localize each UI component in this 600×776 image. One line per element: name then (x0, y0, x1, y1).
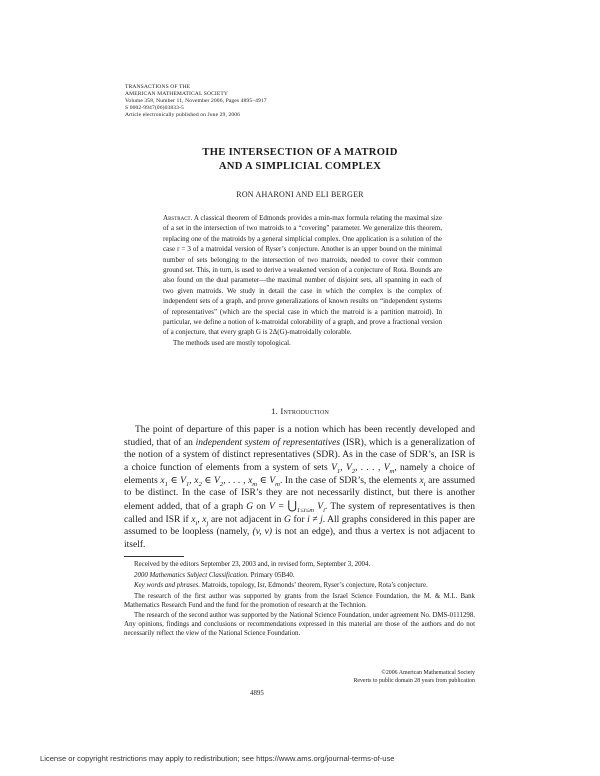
intro-text: on (253, 501, 270, 512)
footnote-divider (124, 556, 184, 557)
footnotes (124, 560, 475, 640)
intro-text: . All graphs considered in this paper are assumed to be loopless (namely, (124, 514, 475, 538)
math-ineq: i ≠ j (307, 514, 323, 525)
journal-name-line2: AMERICAN MATHEMATICAL SOCIETY (125, 91, 229, 97)
keywords-value: Matroids, topology, Isr, Edmonds’ theorem, Ryser’s conjecture, Rota’s conjecture. (201, 582, 428, 589)
intro-paragraph (124, 424, 475, 552)
math-xixj: $x_i$, $x_j$ (191, 514, 209, 527)
math-union: $V = ⋃_{1\le i\le m}$ $V_i$ (269, 499, 325, 514)
msc-note (124, 571, 475, 580)
abstract (163, 213, 442, 348)
journal-header (125, 84, 465, 119)
intro-text: . In the case of SDR’s, the elements (279, 475, 420, 486)
copyright-line2: Reverts to public domain 28 years from publication (353, 677, 475, 684)
copyright-notice (250, 670, 475, 685)
keywords-note (124, 581, 475, 590)
abstract-label: Abstract. (163, 214, 193, 222)
paper-title (100, 146, 500, 174)
received-note: Received by the editors September 23, 2003 and, in revised form, September 3, 2004. (134, 561, 371, 568)
intro-text: are assumed to be distinct. In the case of ISR’s they are not necessarily distinct, but there is another element added, that of a graph (124, 475, 476, 512)
funding-note-1: The research of the first author was supported by grants from the Israel Science Foundation, the M. & M.L. Bank Mathematics Research Fund and the fund for the promotion of research at the Technion. (124, 592, 475, 609)
copyright-line1: ©2006 American Mathematical Society (381, 670, 475, 676)
math-g: G (284, 514, 291, 525)
funding-note-2: The research of the second author was supported by the National Science Foundation, under agreement No. DMS-0111298. Any opinions, findings and conclusions or recommendations expressed in this material are those of the authors and do not necessarily reflect the view of the National Science Foundation. (124, 612, 475, 637)
section-heading (100, 406, 500, 416)
msc-value: Primary 05B40. (250, 571, 295, 579)
volume-info: Volume 358, Number 11, November 2006, Pages 4895–4917 (125, 98, 267, 104)
section-title: Introduction (280, 406, 330, 416)
intro-text: . The system of representatives is then called and ISR if (124, 501, 475, 525)
intro-text: for (290, 514, 308, 525)
authors: RON AHARONI AND ELI BERGER (236, 190, 364, 199)
intro-term: independent system of representatives (195, 437, 341, 448)
intro-text: (ISR), which is a generalization of the notion of a system of distinct representatives (SDR). As in the case of SDR’s, an ISR is a choice function of elements from a system of sets (124, 437, 475, 473)
math-loop: (v, v) (252, 527, 273, 538)
title-line1: THE INTERSECTION OF A MATROID (202, 147, 398, 158)
intro-text: are not adjacent in (208, 514, 284, 525)
intro-text: is not an edge), and thus a vertex is not adjacent to itself. (124, 527, 475, 550)
abstract-methods: The methods used are mostly topological. (173, 338, 291, 347)
intro-text: The point of departure of this paper is a notion which has been recently developed and studied, that of an (124, 425, 475, 448)
abstract-text: A classical theorem of Edmonds provides a min-max formula relating the maximal size of a set in the intersection of two matroids to a “covering” parameter. We generalize this theorem, replacing one of the matroids by a general simplicial complex. One application is a solution of the case r = 3 of a matroidal version of Ryser’s conjecture. Another is an upper bound on the minimal number of sets belonging to the intersection of two matroids, needed to cover their common ground set. This, in turn, is used to derive a weakened version of a conjecture of Rota. Bounds are also found on the dual parameter—the maximal number of disjoint sets, all spanning in each of two given matroids. We study in detail the case in which the complex is the complex of independent sets of a graph, and prove generalizations of known results on “independent systems of representatives” (which are the special case in which the matroid is a partition matroid). In particular, we define a notion of k-matroidal colorability of a graph, and prove a fractional version of a conjecture, that every graph G is 2Δ(G)-matroidally colorable. (163, 214, 443, 337)
math-set-system: $V_1$, $V_2$, . . . , $V_m$ (331, 462, 395, 475)
intro-text: , namely a choice of elements (124, 462, 475, 486)
math-xi: $x_i$ (419, 475, 426, 488)
math-g: G (246, 501, 254, 512)
section-number: 1. (270, 406, 278, 416)
keywords-label: Key words and phrases. (134, 582, 200, 589)
license-notice[interactable]: License or copyright restrictions may apply to redistribution; see https://www.ams.org/journal-terms-of-use (40, 754, 395, 763)
msc-label: 2000 Mathematics Subject Classification. (134, 571, 249, 579)
math-choice: $x_1$ ∈ $V_1$, $x_2$ ∈ $V_2$, . . . , $x_m$ ∈ $V_m$ (160, 475, 280, 488)
page-number: 4895 (250, 690, 264, 697)
journal-name-line1: TRANSACTIONS OF THE (125, 84, 191, 90)
article-identifier: S 0002-9947(06)03833-5 (125, 105, 184, 111)
publication-date: Article electronically published on June 29, 2006 (125, 112, 241, 118)
title-line2: AND A SIMPLICIAL COMPLEX (218, 161, 382, 172)
